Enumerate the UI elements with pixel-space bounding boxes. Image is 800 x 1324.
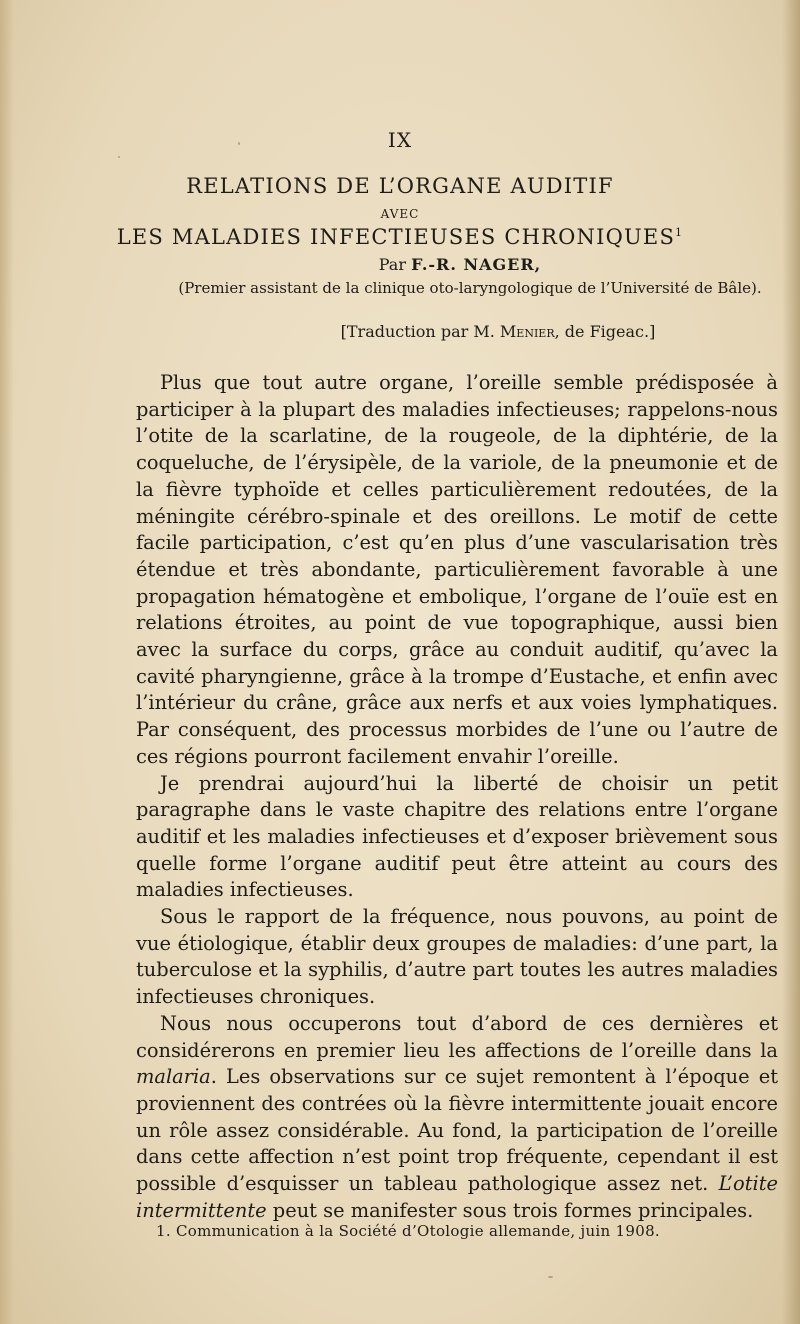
translation-prefix: [Traduction par M. — [340, 322, 495, 341]
author-name: F.-R. NAGER, — [411, 255, 542, 274]
paragraph-2: Je prendrai aujourd’hui la liberté de choisir un petit paragraphe dans le vaste chapitre des relations entre l’organe auditif et les maladies infectieuses et d’exposer brièvement sous quelle forme l’organe auditif peut être atteint au cours des maladies infectieuses. — [136, 771, 778, 902]
chapter-number: IX — [387, 128, 413, 152]
footnote: 1. Communication à la Société d’Otologie allemande, juin 1908. — [156, 1222, 660, 1240]
paragraph-4 — [136, 1011, 778, 1225]
paper-speck — [238, 142, 240, 145]
paragraph-1: Plus que tout autre organe, l’oreille semble prédisposée à participer à la plupart des maladies infectieuses; rappelons-nous l’otite de la scarlatine, de la rougeole, de la diphtérie, de la coqueluche, de l’érysipèle, de la variole, de la pneumonie et de la fièvre typhoïde et celles particulièrement redoutées, de la méningite cérébro-spinale et des oreillons. Le motif de cette facile participation, c’est qu’en plus d’une vascularisation très étendue et très abondante, particulièrement favorable à une propagation hématogène et embolique, l’organe de l’ouïe est en relations étroites, au point de vue topographique, aussi bien avec la surface du corps, grâce au conduit auditif, qu’avec la cavité pharyngienne, grâce à la trompe d’Eustache, et enfin avec l’intérieur du crâne, grâce aux nerfs et aux voies lymphatiques. Par conséquent, des processus morbides de l’une ou l’autre de ces régions pourront facilement envahir l’oreille. — [136, 371, 778, 768]
page-edge-shadow-left — [0, 0, 14, 1324]
author-affiliation: (Premier assistant de la clinique oto-laryngologique de l’Université de Bâle). — [178, 279, 762, 297]
translation-credit — [98, 322, 800, 341]
paper-speck — [118, 156, 120, 158]
title-line-2-text: LES MALADIES INFECTIEUSES CHRONIQUES — [116, 225, 676, 249]
author-line — [60, 255, 800, 274]
paper-speck — [548, 1276, 553, 1278]
paragraph-4-part-b: . Les observations sur ce sujet remontent à l’époque et proviennent des contrées où la fièvre intermittente jouait encore un rôle assez considérable. Au fond, la participation de l’oreille dans cette affection n’est point trop fréquente, cependant il est possible d’esquisser un tableau pathologique assez net. — [136, 1065, 778, 1196]
article-body — [136, 370, 778, 1225]
emphasis-malaria: malaria — [136, 1065, 211, 1089]
footnote-mark: 1 — [675, 226, 684, 239]
translation-suffix: , de Figeac.] — [554, 322, 656, 341]
title-line-1: RELATIONS DE L’ORGANE AUDITIF — [186, 174, 614, 198]
title-line-2 — [0, 225, 800, 249]
emphasis-otite-intermittente: L’otite intermittente — [136, 1172, 778, 1222]
translator-name: Menier — [499, 322, 555, 341]
paragraph-3: Sous le rapport de la fréquence, nous pouvons, au point de vue étiologique, établir deux groupes de maladies: d’une part, la tuberculose et la syphilis, d’autre part toutes les autres maladies infectieuses chroniques. — [136, 905, 778, 1009]
author-prefix: Par — [378, 255, 406, 274]
title-connector: AVEC — [380, 207, 420, 221]
paragraph-4-part-c: peut se manifester sous trois formes principales. — [266, 1198, 754, 1222]
paragraph-4-part-a: Nous nous occuperons tout d’abord de ces dernières et considérerons en premier lieu les affections de l’oreille dans la — [136, 1011, 778, 1062]
page-edge-shadow-right — [782, 0, 800, 1324]
